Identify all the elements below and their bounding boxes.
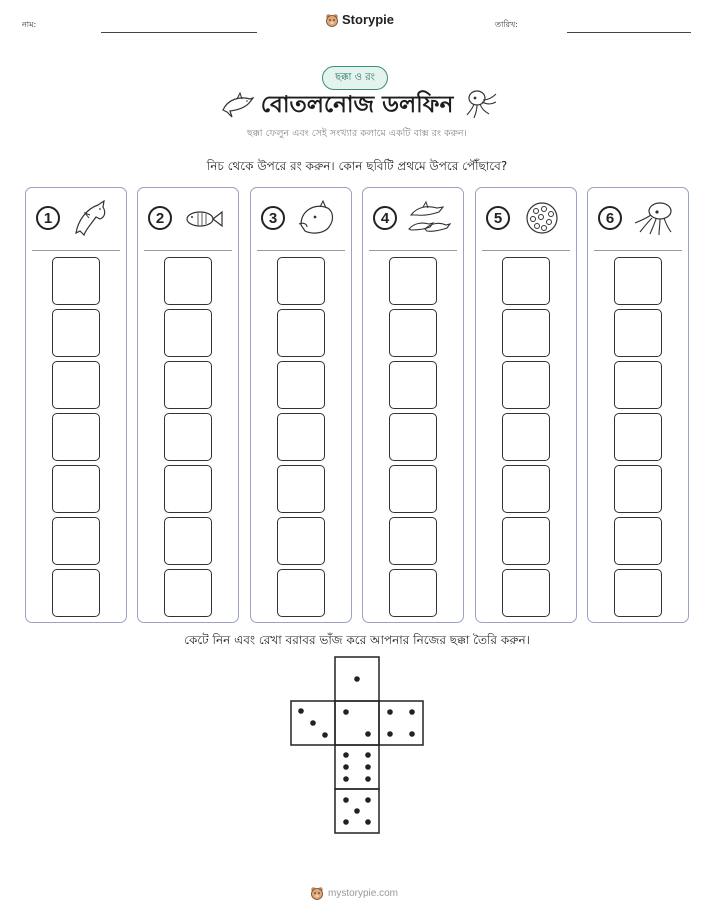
color-box[interactable] bbox=[164, 257, 212, 305]
color-box[interactable] bbox=[52, 465, 100, 513]
color-box[interactable] bbox=[389, 257, 437, 305]
column-divider bbox=[257, 250, 345, 251]
column-divider bbox=[144, 250, 232, 251]
color-box[interactable] bbox=[614, 517, 662, 565]
column-number: 6 bbox=[598, 206, 622, 230]
column-4 bbox=[362, 187, 464, 623]
color-box[interactable] bbox=[277, 257, 325, 305]
column-2 bbox=[137, 187, 239, 623]
color-box[interactable] bbox=[277, 465, 325, 513]
color-box[interactable] bbox=[164, 569, 212, 617]
color-box[interactable] bbox=[164, 309, 212, 357]
color-box[interactable] bbox=[52, 569, 100, 617]
page-title: বোতলনোজ ডলফিন bbox=[260, 92, 454, 118]
color-box[interactable] bbox=[389, 361, 437, 409]
color-box[interactable] bbox=[389, 309, 437, 357]
brand-name: Storypie bbox=[342, 12, 395, 27]
squid-icon bbox=[632, 199, 676, 237]
activity-badge: ছক্কা ও রং bbox=[322, 66, 388, 90]
color-box[interactable] bbox=[164, 517, 212, 565]
column-divider bbox=[482, 250, 570, 251]
color-box[interactable] bbox=[52, 309, 100, 357]
column-divider bbox=[369, 250, 457, 251]
dice-net[interactable] bbox=[290, 656, 426, 836]
color-box[interactable] bbox=[502, 309, 550, 357]
color-box[interactable] bbox=[277, 517, 325, 565]
dolphin-pod-icon bbox=[407, 199, 451, 237]
instruction: নিচ থেকে উপরে রং করুন। কোন ছবিটি প্রথমে উপরে পৌঁছাবে? bbox=[206, 159, 508, 173]
dolphin-face-icon bbox=[295, 199, 339, 237]
color-box[interactable] bbox=[389, 569, 437, 617]
color-box[interactable] bbox=[614, 309, 662, 357]
color-box[interactable] bbox=[389, 413, 437, 461]
column-number: 3 bbox=[261, 206, 285, 230]
storypie-logo-icon bbox=[310, 886, 324, 900]
column-5 bbox=[475, 187, 577, 623]
color-box[interactable] bbox=[277, 309, 325, 357]
color-box[interactable] bbox=[52, 361, 100, 409]
column-number: 5 bbox=[486, 206, 510, 230]
name-label: নাম: bbox=[22, 20, 37, 29]
footer bbox=[310, 886, 398, 900]
subtitle: ছক্কা ফেলুন এবং সেই সংখ্যার কলামে একটি বাক্স রং করুন। bbox=[247, 128, 467, 139]
color-box[interactable] bbox=[502, 257, 550, 305]
column-divider bbox=[594, 250, 682, 251]
storypie-logo-icon bbox=[325, 13, 339, 27]
color-box[interactable] bbox=[502, 465, 550, 513]
color-box[interactable] bbox=[614, 361, 662, 409]
brand bbox=[325, 12, 394, 27]
color-box[interactable] bbox=[52, 257, 100, 305]
color-box[interactable] bbox=[277, 361, 325, 409]
column-number: 1 bbox=[36, 206, 60, 230]
color-box[interactable] bbox=[614, 569, 662, 617]
color-box[interactable] bbox=[52, 517, 100, 565]
color-box[interactable] bbox=[277, 413, 325, 461]
date-line[interactable] bbox=[567, 32, 691, 33]
squid-icon bbox=[465, 88, 499, 120]
footer-url[interactable]: mystorypie.com bbox=[328, 887, 399, 899]
column-number: 4 bbox=[373, 206, 397, 230]
cut-instruction: কেটে নিন এবং রেখা বরাবর ভাঁজ করে আপনার নিজের ছক্কা তৈরি করুন। bbox=[184, 633, 530, 647]
color-box[interactable] bbox=[502, 517, 550, 565]
color-box[interactable] bbox=[52, 413, 100, 461]
name-line[interactable] bbox=[101, 32, 257, 33]
color-box[interactable] bbox=[614, 413, 662, 461]
color-box[interactable] bbox=[389, 517, 437, 565]
color-box[interactable] bbox=[164, 413, 212, 461]
color-box[interactable] bbox=[502, 569, 550, 617]
color-box[interactable] bbox=[164, 465, 212, 513]
dolphin-leaping-icon bbox=[70, 199, 114, 237]
color-box[interactable] bbox=[502, 361, 550, 409]
column-number: 2 bbox=[148, 206, 172, 230]
date-label: তারিখ: bbox=[495, 20, 518, 29]
color-box[interactable] bbox=[614, 465, 662, 513]
color-box[interactable] bbox=[502, 413, 550, 461]
coral-icon bbox=[520, 199, 564, 237]
color-box[interactable] bbox=[164, 361, 212, 409]
column-6 bbox=[587, 187, 689, 623]
column-1 bbox=[25, 187, 127, 623]
column-3 bbox=[250, 187, 352, 623]
column-divider bbox=[32, 250, 120, 251]
color-box[interactable] bbox=[277, 569, 325, 617]
fish-icon bbox=[182, 199, 226, 237]
color-box[interactable] bbox=[614, 257, 662, 305]
color-box[interactable] bbox=[389, 465, 437, 513]
